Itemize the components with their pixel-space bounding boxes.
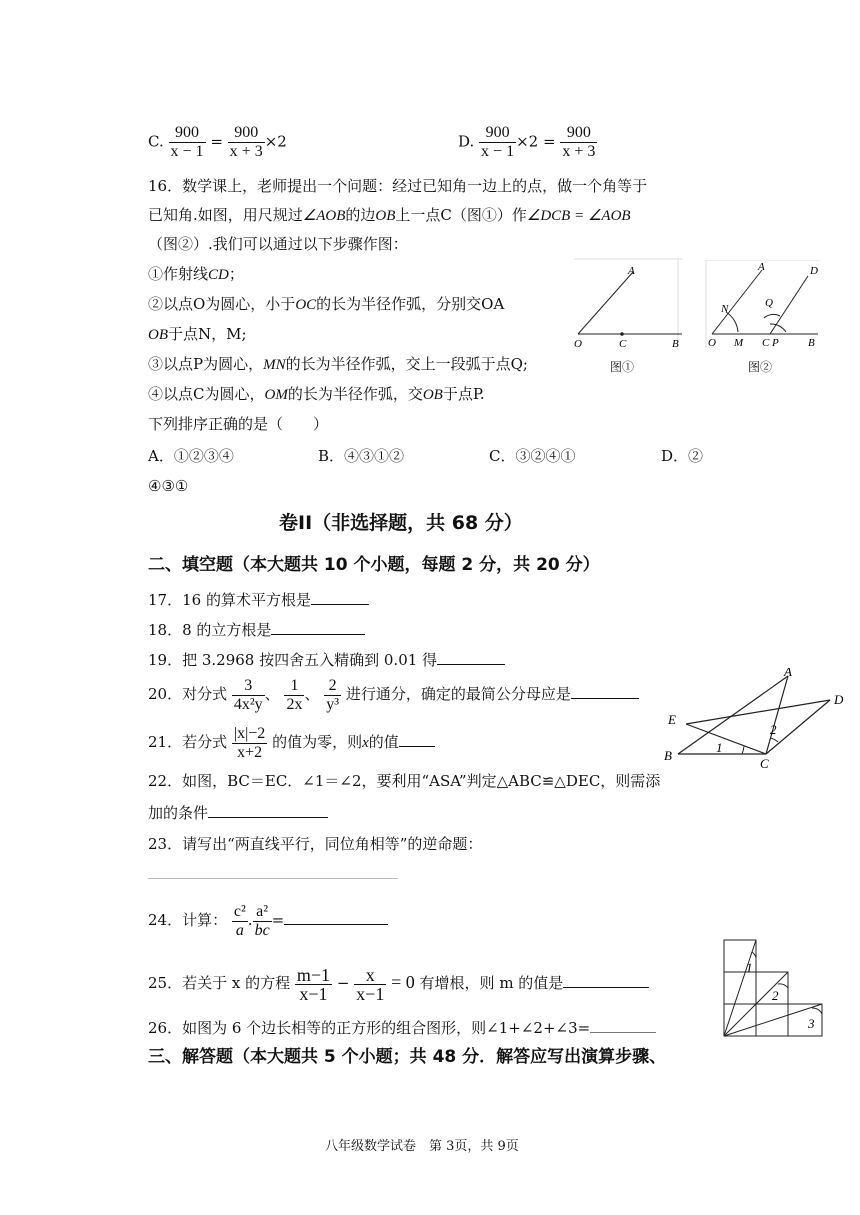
q24: 24．计算： $\frac{\text{c²}}{a}$ . $\frac{\text{a²}}{bc}$ = bbox=[148, 898, 388, 942]
q16-line2: 已知角.如图，用尺规过∠AOB的边OB上一点C（图①）作∠DCB = ∠AOB bbox=[148, 206, 631, 224]
fraction: $\frac{m-1}{x-1}$ bbox=[296, 964, 331, 1004]
q16-step1: ①作射线CD； bbox=[148, 265, 244, 283]
answer-line[interactable] bbox=[148, 878, 398, 879]
q26: 26．如图为 6 个边长相等的正方形的组合图形，则∠1+∠2+∠3= bbox=[148, 1016, 656, 1038]
fraction: $\frac{\text{c²}}{a}$ bbox=[233, 902, 246, 939]
q21: 21．若分式 $\frac{|x|-2}{x+2}$ 的值为零，则x的值 bbox=[148, 720, 435, 765]
q22-line1: 22．如图，BC＝EC．∠1＝∠2，要利用“ASA”判定△ABC≌△DEC，则需添 bbox=[148, 772, 661, 790]
q15-option-c: C. $\frac{900}{x - 1}$ = $\frac{900}{x + 3}$ ×2 bbox=[148, 124, 287, 160]
label-b: B bbox=[808, 337, 815, 349]
answer-blank[interactable] bbox=[284, 908, 388, 925]
q16-step2-cont: OB于点N，M; bbox=[148, 325, 247, 343]
fraction: $\frac{x}{x-1}$ bbox=[356, 964, 385, 1004]
q25: 25．若关于 x 的方程 $\frac{m-1}{x-1}$ − $\frac{x}{x-1}$ = 0 有增根，则 m 的值是 bbox=[148, 958, 649, 1007]
label-e: E bbox=[668, 712, 676, 727]
label-c: C bbox=[619, 338, 627, 350]
fraction: $\frac{900}{x - 1}$ bbox=[481, 124, 515, 160]
label-q: Q bbox=[765, 297, 773, 309]
q16-option-d: D．② bbox=[661, 447, 704, 465]
angle-2-label: 2 bbox=[772, 988, 779, 1003]
label-o: O bbox=[708, 337, 716, 349]
q16-option-b: B．④③①② bbox=[318, 447, 405, 465]
label-a: A bbox=[628, 265, 635, 277]
answer-blank[interactable] bbox=[563, 971, 649, 988]
label-m: M bbox=[734, 337, 744, 349]
q16-line1: 16．数学课上，老师提出一个问题：经过已知角一边上的点，做一个角等于 bbox=[148, 177, 648, 195]
fraction: $\frac{|x|-2}{x+2}$ bbox=[233, 724, 266, 761]
q16-step3: ③以点P为圆心，MN的长为半径作弧，交上一段弧于点Q; bbox=[148, 355, 528, 373]
segment-ec bbox=[686, 724, 766, 754]
angle-1-label: 1 bbox=[716, 740, 723, 755]
answer-blank[interactable] bbox=[399, 730, 435, 747]
fraction: $\frac{1}{2x}$ bbox=[286, 676, 303, 713]
answer-blank[interactable] bbox=[271, 618, 365, 635]
fraction: $\frac{3}{\text{4x²y}}$ bbox=[233, 676, 263, 713]
q26-figure bbox=[722, 938, 826, 1042]
label-c: C bbox=[762, 337, 770, 349]
ray-cd bbox=[770, 276, 808, 334]
fraction: $\frac{900}{x - 1}$ bbox=[170, 124, 204, 160]
q16-question: 下列排序正确的是（ ） bbox=[148, 415, 329, 433]
q16-step4: ④以点C为圆心，OM的长为半径作弧，交OB于点P. bbox=[148, 385, 485, 403]
fraction: $\frac{900}{x + 3}$ bbox=[229, 124, 263, 160]
label-o: O bbox=[574, 338, 582, 350]
page-footer: 八年级数学试卷 第 3页，共 9页 bbox=[325, 1139, 519, 1154]
angle-1-label: 1 bbox=[746, 960, 753, 975]
segment-ac bbox=[766, 676, 788, 754]
q17: 17．16 的算术平方根是 bbox=[148, 588, 369, 610]
q16-option-d-cont: ④③① bbox=[148, 477, 189, 495]
label-d: D bbox=[810, 265, 818, 277]
q23: 23．请写出“两直线平行，同位角相等”的逆命题： bbox=[148, 835, 483, 853]
segment-ba bbox=[678, 676, 788, 754]
label-p: P bbox=[772, 337, 779, 349]
figure-1-caption: 图① bbox=[610, 360, 635, 374]
figure-2-caption: 图② bbox=[748, 360, 773, 374]
answer-blank[interactable] bbox=[208, 801, 328, 818]
label-a: A bbox=[784, 668, 792, 679]
angle-3-label: 3 bbox=[808, 1016, 815, 1031]
answer-blank[interactable] bbox=[571, 682, 639, 699]
label-a: A bbox=[758, 261, 765, 273]
angle-2-label: 2 bbox=[770, 722, 777, 737]
fraction: $\frac{\text{a²}}{bc}$ bbox=[254, 902, 270, 939]
segment-ed bbox=[686, 700, 830, 724]
figure-1 bbox=[570, 258, 684, 350]
label-n: N bbox=[721, 303, 729, 315]
q20: 20．对分式 $\frac{3}{\text{4x²y}}$ 、 $\frac{1}{2x}$ 、 $\frac{2}{\text{y³}}$ 进行通分，确定的最简公分母应是 bbox=[148, 672, 639, 716]
part3-title: 三、解答题（本大题共 5 个小题；共 48 分．解答应写出演算步骤、 bbox=[148, 1047, 667, 1067]
label-d: D bbox=[834, 692, 844, 707]
label-c: C bbox=[760, 756, 769, 770]
arc-mn bbox=[726, 312, 738, 332]
q16-option-a: A．①②③④ bbox=[148, 447, 234, 465]
q16-option-c: C．③②④① bbox=[489, 447, 576, 465]
label-b: B bbox=[664, 748, 672, 763]
answer-blank[interactable] bbox=[437, 648, 505, 665]
q19: 19．把 3.2968 按四舍五入精确到 0.01 得 bbox=[148, 648, 505, 670]
label-b: B bbox=[672, 338, 679, 350]
q15-option-d: D. $\frac{900}{x - 1}$ ×2 = $\frac{900}{x + 3}$ bbox=[458, 124, 596, 160]
ray-oa bbox=[578, 272, 633, 334]
q18: 18．8 的立方根是 bbox=[148, 618, 365, 640]
ray-oa bbox=[712, 270, 762, 334]
section-title: 卷II（非选择题，共 68 分） bbox=[279, 512, 523, 534]
answer-blank[interactable] bbox=[590, 1016, 656, 1033]
fraction: $\frac{2}{\text{y³}}$ bbox=[326, 676, 340, 713]
part2-title: 二、填空题（本大题共 10 个小题，每题 2 分，共 20 分） bbox=[148, 555, 600, 575]
q16-step2: ②以点O为圆心，小于OC的长为半径作弧，分别交OA bbox=[148, 295, 505, 313]
q22-figure bbox=[660, 668, 850, 770]
answer-blank[interactable] bbox=[311, 588, 369, 605]
figure-2 bbox=[704, 260, 822, 350]
point-c bbox=[620, 332, 624, 336]
q16-line3: （图②）.我们可以通过以下步骤作图： bbox=[148, 235, 408, 253]
fraction: $\frac{900}{x + 3}$ bbox=[562, 124, 596, 160]
q22-line2: 加的条件 bbox=[148, 801, 328, 823]
